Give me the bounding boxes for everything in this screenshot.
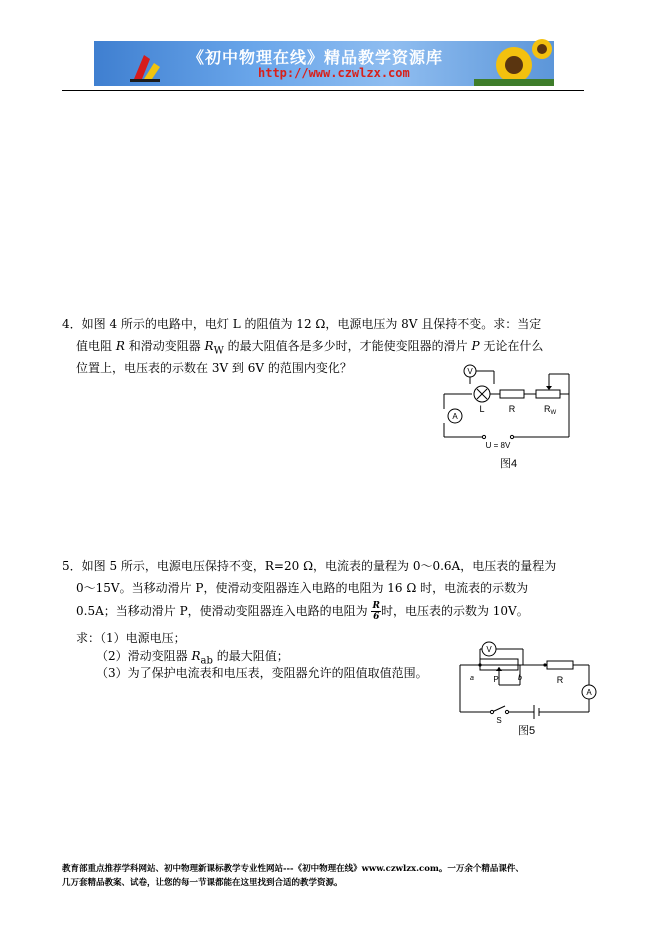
q4-line1: 4．如图 4 所示的电路中，电灯 L 的阻值为 12 Ω，电源电压为 8V 且保持不变。求：当定 [62,317,542,331]
fig5-label-p: P [493,675,499,684]
q5-ask-3: （3）为了保护电流表和电压表，变阻器允许的阻值取值范围。 [96,666,428,680]
q5-line2: 0～15V。当移动滑片 P，使滑动变阻器连入电路的电阻为 16 Ω 时，电流表的示数为 [76,581,529,595]
header-banner [94,41,554,86]
fig5-label-r: R [556,675,564,685]
banner-title: 《初中物理在线》精品教学资源库 [188,48,444,67]
fig4-ammeter-label: A [452,412,458,421]
fig5-label-b: b [518,675,522,682]
q5-line3: 0.5A；当移动滑片 P，使滑动变阻器连入电路的电阻为 $\frac{R}{6}$ 时，电压表的示数为 10V。 [76,601,529,622]
figure5-circuit [455,635,605,725]
fig4-lamp-label: L [479,404,485,414]
sunflower-image [474,41,554,86]
fig4-resistor-label: R [508,404,516,414]
footer-line2: 几万套精品教案、试卷，让您的每一节课都能在这里找到合适的教学资源。 [62,878,343,888]
q5-ask-2: （2）滑动变阻器 $R_{ab}$ 的最大阻值； [96,649,289,667]
header-rule [62,90,584,91]
figure5-caption: 图5 [518,725,536,737]
q5-line1: 5．如图 5 所示，电源电压保持不变，R=20 Ω，电流表的量程为 0～0.6A，电压表的量程为 [62,559,557,573]
fig4-voltage-label: U = 8V [485,441,511,450]
q5-ask-1: 求：（1）电源电压； [76,631,186,645]
figure4-caption: 图4 [500,458,518,470]
site-logo-icon [124,41,164,86]
fig4-voltmeter-label: V [467,367,473,376]
fig5-ammeter-label: A [586,688,592,697]
fig5-label-a: a [470,675,474,682]
figure4-circuit [438,360,578,452]
q5-fraction: $\frac{R}{6}$ [372,601,380,622]
q4-line2: 值电阻 R 和滑动变阻器 $R_W$ 的最大阻值各是多少时，才能使变阻器的滑片 P 无论在什么 [76,339,544,357]
banner-url[interactable]: http://www.czwlzx.com [258,66,410,80]
fig5-voltmeter-label: V [486,645,492,654]
fig4-rheostat-label: $R_W$ [544,404,557,416]
fig5-label-s: S [496,716,502,725]
q4-line3: 位置上，电压表的示数在 3V 到 6V 的范围内变化？ [76,361,352,375]
footer-line1: 教育部重点推荐学科网站、初中物理新课标教学专业性网站---《初中物理在线》www.czwlzx.com。一万余个精品课件、 [62,864,524,874]
